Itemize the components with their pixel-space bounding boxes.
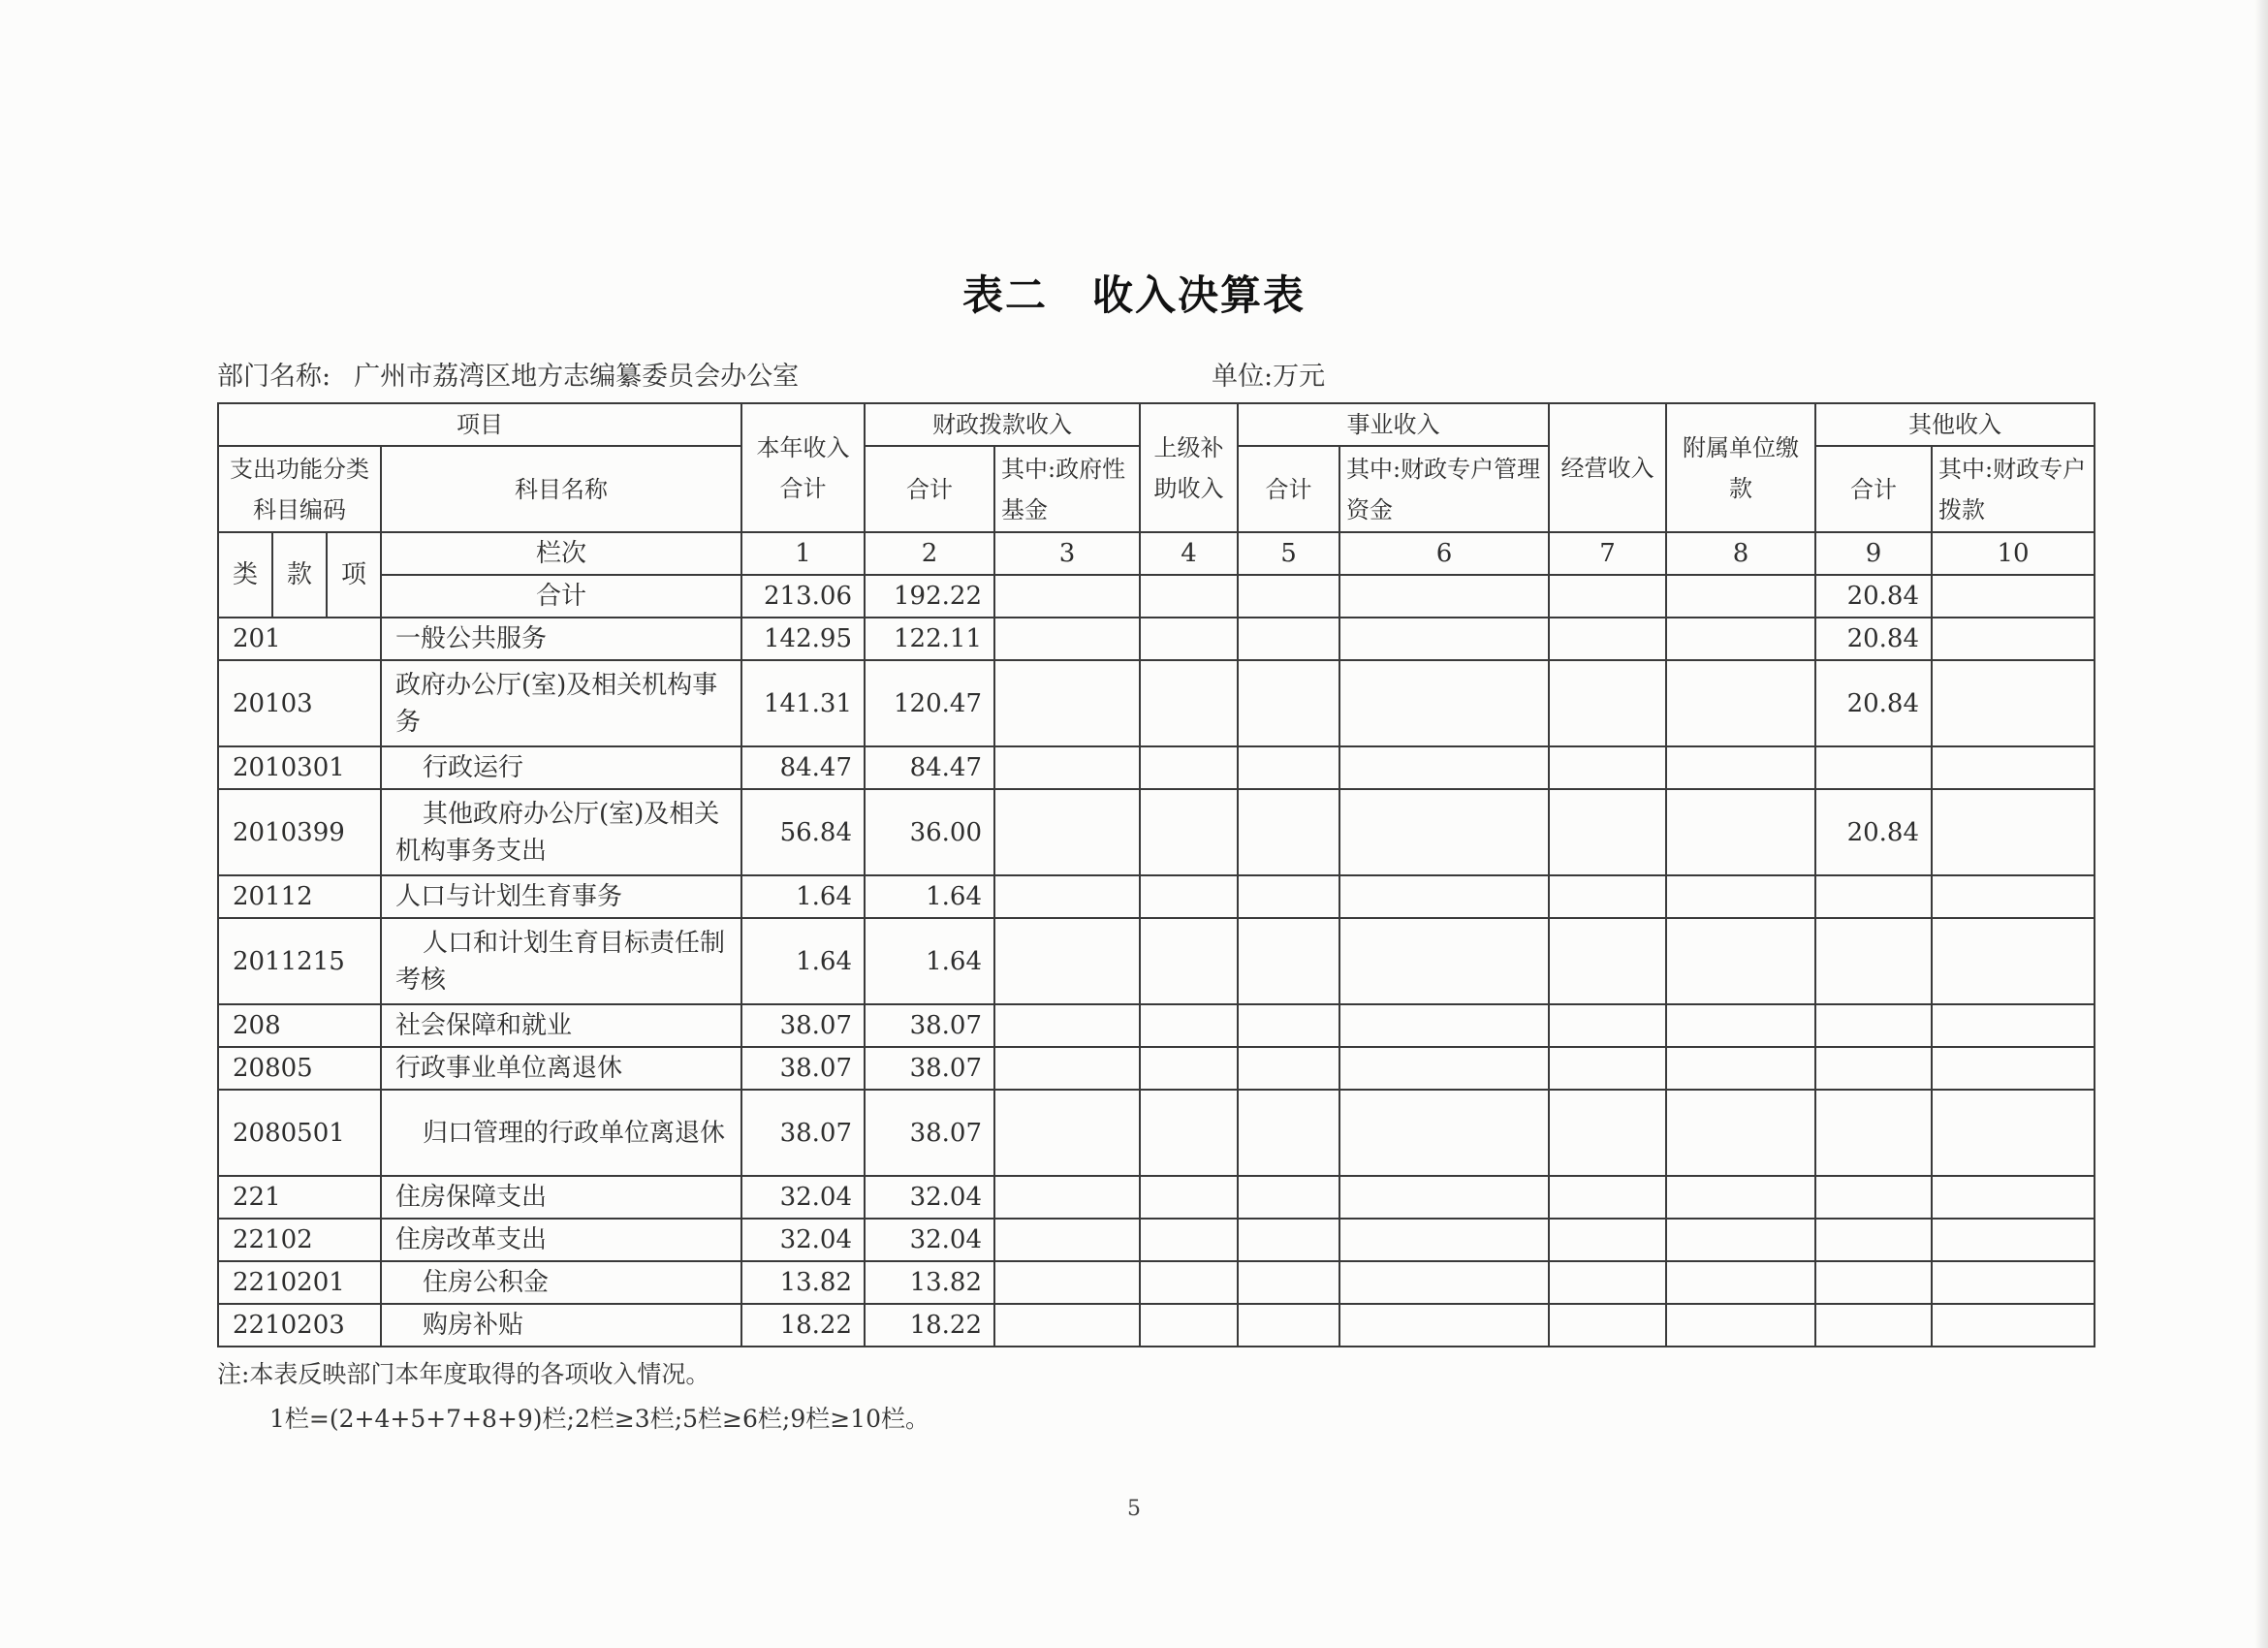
row-name: 归口管理的行政单位离退休 bbox=[381, 1090, 741, 1176]
row-code: 201 bbox=[218, 618, 381, 660]
page-title bbox=[0, 264, 2268, 322]
row-c2: 13.82 bbox=[865, 1261, 994, 1304]
table-row bbox=[218, 875, 2095, 918]
department-name: 广州市荔湾区地方志编纂委员会办公室 bbox=[354, 362, 800, 392]
total-label: 合计 bbox=[381, 575, 741, 618]
row-c9 bbox=[1815, 875, 1932, 918]
header-fiscal-fund: 其中:政府性基金 bbox=[994, 446, 1140, 532]
header-business-special: 其中:财政专户管理资金 bbox=[1339, 446, 1549, 532]
row-c1: 38.07 bbox=[741, 1090, 865, 1176]
title-main: 收入决算表 bbox=[1092, 271, 1307, 319]
row-c9 bbox=[1815, 1090, 1932, 1176]
header-xiang: 项 bbox=[327, 532, 381, 618]
row-c9 bbox=[1815, 1176, 1932, 1219]
row-code: 2080501 bbox=[218, 1090, 381, 1176]
row-c1: 18.22 bbox=[741, 1304, 865, 1347]
row-code: 22102 bbox=[218, 1219, 381, 1261]
income-table bbox=[217, 402, 2095, 1347]
col-num: 5 bbox=[1238, 532, 1339, 575]
table-row bbox=[218, 1176, 2095, 1219]
header-business-subtotal: 合计 bbox=[1238, 446, 1339, 532]
table-row bbox=[218, 1090, 2095, 1176]
table-row bbox=[218, 1304, 2095, 1347]
header-project: 项目 bbox=[218, 403, 741, 446]
row-c2: 32.04 bbox=[865, 1176, 994, 1219]
row-code: 2010399 bbox=[218, 789, 381, 875]
table-row bbox=[218, 1261, 2095, 1304]
row-code: 2210201 bbox=[218, 1261, 381, 1304]
row-name: 住房改革支出 bbox=[381, 1219, 741, 1261]
col-num: 7 bbox=[1549, 532, 1666, 575]
row-code: 2210203 bbox=[218, 1304, 381, 1347]
row-c1: 141.31 bbox=[741, 660, 865, 746]
row-name: 政府办公厅(室)及相关机构事务 bbox=[381, 660, 741, 746]
total-c1: 213.06 bbox=[741, 575, 865, 618]
row-c2: 18.22 bbox=[865, 1304, 994, 1347]
row-code: 2010301 bbox=[218, 746, 381, 789]
row-name: 社会保障和就业 bbox=[381, 1004, 741, 1047]
table-row bbox=[218, 660, 2095, 746]
row-name: 购房补贴 bbox=[381, 1304, 741, 1347]
row-c2: 1.64 bbox=[865, 918, 994, 1004]
row-c2: 1.64 bbox=[865, 875, 994, 918]
row-code: 208 bbox=[218, 1004, 381, 1047]
total-c9: 20.84 bbox=[1815, 575, 1932, 618]
row-c2: 120.47 bbox=[865, 660, 994, 746]
table-row bbox=[218, 618, 2095, 660]
row-c2: 122.11 bbox=[865, 618, 994, 660]
row-c2: 38.07 bbox=[865, 1047, 994, 1090]
table-row bbox=[218, 1219, 2095, 1261]
page-number: 5 bbox=[1127, 1497, 1141, 1521]
row-code: 221 bbox=[218, 1176, 381, 1219]
row-c9 bbox=[1815, 1047, 1932, 1090]
header-other: 其他收入 bbox=[1815, 403, 2095, 446]
col-num: 8 bbox=[1666, 532, 1815, 575]
row-c1: 84.47 bbox=[741, 746, 865, 789]
header-subject-name: 科目名称 bbox=[381, 446, 741, 532]
header-upper-subsidy: 上级补助收入 bbox=[1140, 403, 1238, 532]
row-c9: 20.84 bbox=[1815, 660, 1932, 746]
row-code: 20112 bbox=[218, 875, 381, 918]
header-affiliated: 附属单位缴款 bbox=[1666, 403, 1815, 532]
header-other-special: 其中:财政专户拨款 bbox=[1932, 446, 2095, 532]
col-num: 2 bbox=[865, 532, 994, 575]
row-code: 20103 bbox=[218, 660, 381, 746]
row-name: 行政事业单位离退休 bbox=[381, 1047, 741, 1090]
row-c2: 36.00 bbox=[865, 789, 994, 875]
col-num: 10 bbox=[1932, 532, 2095, 575]
col-num: 9 bbox=[1815, 532, 1932, 575]
table-formula-note: 1栏=(2+4+5+7+8+9)栏;2栏≥3栏;5栏≥6栏;9栏≥10栏。 bbox=[269, 1405, 929, 1433]
unit-label: 单位: bbox=[1212, 362, 1274, 392]
row-c9 bbox=[1815, 1304, 1932, 1347]
row-name: 人口与计划生育事务 bbox=[381, 875, 741, 918]
row-code: 20805 bbox=[218, 1047, 381, 1090]
header-other-subtotal: 合计 bbox=[1815, 446, 1932, 532]
row-name: 住房保障支出 bbox=[381, 1176, 741, 1219]
title-prefix: 表二 bbox=[961, 271, 1048, 319]
row-c1: 32.04 bbox=[741, 1219, 865, 1261]
row-c9 bbox=[1815, 918, 1932, 1004]
row-c1: 1.64 bbox=[741, 875, 865, 918]
table-row bbox=[218, 1004, 2095, 1047]
table-row bbox=[218, 789, 2095, 875]
row-c1: 38.07 bbox=[741, 1047, 865, 1090]
row-c1: 56.84 bbox=[741, 789, 865, 875]
row-c9 bbox=[1815, 1004, 1932, 1047]
header-col-label: 栏次 bbox=[381, 532, 741, 575]
table-row bbox=[218, 746, 2095, 789]
row-c9: 20.84 bbox=[1815, 618, 1932, 660]
col-num: 6 bbox=[1339, 532, 1549, 575]
header-kuan: 款 bbox=[272, 532, 327, 618]
row-c9 bbox=[1815, 1261, 1932, 1304]
row-name: 其他政府办公厅(室)及相关机构事务支出 bbox=[381, 789, 741, 875]
col-num: 3 bbox=[994, 532, 1140, 575]
row-c9: 20.84 bbox=[1815, 789, 1932, 875]
row-c2: 38.07 bbox=[865, 1004, 994, 1047]
row-c1: 142.95 bbox=[741, 618, 865, 660]
header-func-code: 支出功能分类科目编码 bbox=[218, 446, 381, 532]
col-num: 1 bbox=[741, 532, 865, 575]
col-num: 4 bbox=[1140, 532, 1238, 575]
row-c2: 32.04 bbox=[865, 1219, 994, 1261]
row-name: 住房公积金 bbox=[381, 1261, 741, 1304]
row-c9 bbox=[1815, 746, 1932, 789]
header-lei: 类 bbox=[218, 532, 272, 618]
row-c1: 1.64 bbox=[741, 918, 865, 1004]
row-name: 一般公共服务 bbox=[381, 618, 741, 660]
table-note: 注:本表反映部门本年度取得的各项收入情况。 bbox=[217, 1360, 710, 1388]
row-name: 人口和计划生育目标责任制考核 bbox=[381, 918, 741, 1004]
header-business: 事业收入 bbox=[1238, 403, 1549, 446]
header-annual-total: 本年收入合计 bbox=[741, 403, 865, 532]
header-operating: 经营收入 bbox=[1549, 403, 1666, 532]
row-c1: 38.07 bbox=[741, 1004, 865, 1047]
row-c2: 84.47 bbox=[865, 746, 994, 789]
page-edge-shadow bbox=[2254, 0, 2268, 1648]
header-fiscal: 财政拨款收入 bbox=[865, 403, 1140, 446]
row-c1: 32.04 bbox=[741, 1176, 865, 1219]
row-c9 bbox=[1815, 1219, 1932, 1261]
unit-value: 万元 bbox=[1273, 362, 1326, 392]
department-line bbox=[217, 355, 799, 393]
table-row bbox=[218, 1047, 2095, 1090]
row-c1: 13.82 bbox=[741, 1261, 865, 1304]
department-label: 部门名称: bbox=[217, 362, 331, 392]
unit-line bbox=[1212, 355, 1325, 393]
table-row bbox=[218, 918, 2095, 1004]
total-c2: 192.22 bbox=[865, 575, 994, 618]
row-c2: 38.07 bbox=[865, 1090, 994, 1176]
row-name: 行政运行 bbox=[381, 746, 741, 789]
row-code: 2011215 bbox=[218, 918, 381, 1004]
header-fiscal-subtotal: 合计 bbox=[865, 446, 994, 532]
